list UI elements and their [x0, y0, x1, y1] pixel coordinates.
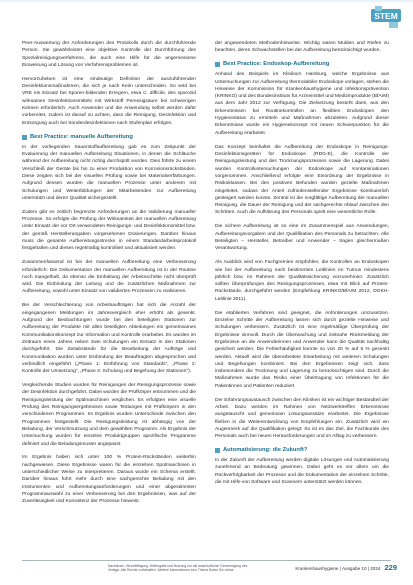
paragraph: Anhand des Beispiels im Klinikum Hamburg, welche Ergebnisse aus Untersuchungen zur Aufbereitung thermolabiler Endoskope vorlagen, stehen die Hinweise der Kommission für Krankenhaushygiene und Infektionsprävention (KRINKO) und des Bundesinstituts für Arzneimittel und Medizinprodukte (BfArM) aus dem Jahr 2012 zur Verfügung. Die Zielsetzung besteht darin, aus den Erkenntnissen bei Routinekontrollen an flexiblen Endoskopen den Hygienestatus zu ermitteln und Maßnahmen abzuleiten. Aufgrund dieser Erkenntnisse wurde ein Hygienekonzept mit neuen Schwerpunkten für die Aufbereitung erarbeitet.	[215, 72, 389, 136]
paragraph: Der Erfahrungsaustausch zwischen den Kliniken ist ein wichtiger Bestandteil der Arbeit. Dazu werden im Rahmen von Netzwerktreffen Erkenntnisse ausgetauscht und gemeinsam Lösungsansätze erarbeitet. Die Ergebnisse fließen in die Weiterentwicklung von Empfehlungen ein. Zusätzlich wird ein Augenmerk auf die Qualifikation gelegt: So ist es das Ziel, die Fachkunde des Personals auch bei neuen Herausforderungen und im Alltag zu verbessern.	[215, 397, 389, 440]
footer-rule	[22, 560, 391, 561]
footer-disclaimer: Nachdruck, Vervielfältigung, Weitergabe und Nutzung nur mit ausdrücklicher Genehmigung des Verlags. Alle Rechte vorbehalten. Weitere Informationen zum Thema finden Sie online.	[108, 564, 248, 573]
paragraph: Die sichere Aufbereitung ist so eine im Zusammenspiel aus Anwendungen, Aufbereitungsvorgaben und der Qualifikation des Personals zu betrachten. Alle Beteiligten – Hersteller, Betreiber und Anwender – tragen gleichermaßen Verantwortung.	[215, 224, 389, 252]
paragraph: Als Ausblick wird von Fachgremien empfohlen, die Kontrollen an Endoskopen wie bei der Aufbereitung nach bestimmten Leitlinien im Turnus mindestens jährlich bzw. im Rahmen der Qualitätssicherung vorzunehmen. Zusätzlich sollten Überprüfungen des Reinigungsprozesses, etwa mit Blick auf Protein-Rückstände, durchgeführt werden (Empfehlung KRINKO/BfArM 2012, DGKH-Leitlinie 2011).	[215, 260, 389, 302]
section-heading	[215, 447, 389, 454]
journal-name: Krankenhaushygiene | Ausgabe 10 | 2024	[295, 566, 381, 571]
paragraph: Hervorzuheben ist eine eindeutige Definition der auszuführenden Desinfektionsmaßnahmen, die sich je nach Keim unterscheiden. So wird bei VRE ein Einsatz bei Sporen-bildenden Erregern, etwa C. difficile, des sporozid wirksamen Desinfektionsmittels mit Wirkstoff Peressigsäure bei schwierigen Keimen erforderlich. Auch Anwender und die Anwendung selbst werden dafür vorbereitet, zudem ist darauf zu achten, dass die Reinigung, Desinfektion und Entsorgung auch bei Sonderdesinfektionen nach Stufenplan erfolgen.	[22, 76, 196, 126]
paragraph: In der Zukunft der Aufbereitung werden digitale Lösungen und Automatisierung zunehmend an Bedeutung gewinnen. Dabei geht es vor allem um die Rückverfolgbarkeit der Prozesse und die Dokumentation der einzelnen Schritte, die mit Hilfe von Software und Scannern unterstützt werden können.	[215, 458, 389, 486]
paragraph: Das Konzept beinhaltet die Aufbereitung der Endoskope in Reinigungs-Desinfektionsgeräten für Endoskope (RDG-E), die Kontrolle der Reinigungsleistung und des Trocknungsprozesses sowie die Lagerung. Dabei wurden Kontrolluntersuchungen der Endoskope auf Kontaminationen vorgenommen. Anschließend erfolgte eine Einordnung der Ergebnisse in Risikoklassen. Bei den positiven Befunden wurden gezielte Maßnahmen eingeleitet, sodass der Anteil zufriedenstellender Ergebnisse kontinuierlich gesteigert werden konnte. Zentral ist die sorgfältige Aufbereitung der manuellen Reinigung, die Dauer der Reinigung und der sachgerechte Ablauf zwischen den Schritten. Auch die Aufklärung des Personals spielt eine wesentliche Rolle.	[215, 144, 389, 216]
left-column	[22, 40, 196, 512]
right-column	[215, 40, 389, 493]
section-heading	[22, 134, 196, 141]
logo-text: STEM	[374, 11, 398, 21]
heading-square-icon	[22, 135, 27, 140]
heading-text: Best Practice: manuelle Aufbereitung	[30, 133, 133, 140]
footer-meta	[295, 563, 397, 572]
heading-text: Automatisierung: die Zukunft?	[223, 447, 308, 454]
paragraph: Bei der Verschlechterung von Arbeitsaufträgen hat sich die Anzahl der eingegangenen Meldungen im Jahresvergleich eher erhöht als gesenkt. Aufgrund der Beobachtungen wurde bei den beteiligten Stationen zur Aufbereitung der Produkte mit allen beteiligten Abteilungen ein gemeinsames Kommunikationskonzept zur Information und Kontrolle erarbeitet. Es wurden im Zeitraum eines Jahres neben zwei Schulungen ein Einsatz in den Stationen durchgeführt. Die Zeitabstände für die Bearbeitung der Aufträge und Kommunikation wurden unter Einbindung der Beauftragten abgesprochen und verbindlich eingeführt („Phase 1: Einführung von Standards“, „Phase 2: Kontrolle der Umsetzung“, „Phase 3: Schulung und Begehung der Stationen“).	[22, 303, 196, 375]
heading-square-icon	[215, 448, 220, 453]
paragraph: Vergleichende Studien wurden für Reinigungen der Reinigungsprozesse sowie der Desinfektion durchgeführt. Dabei wurden die Prüfkörper entnommen und die Reinigungsleistung der Spülmaschinen verglichen. Es erfolgten eine visuelle Prüfung des Reinigungsergebnisses sowie Testungen mit Prüfkörpern in den verschiedenen Programmen. Im Ergebnis wurden Unterschiede zwischen den Programmen festgestellt. Die Reinigungsleistung ist abhängig von der Beladung, der Verschmutzung und dem gewählten Programm. Als Ergebnis der Untersuchung wurden für einzelne Produktgruppen spezifische Programme definiert und die Beladungsmuster angepasst.	[22, 383, 196, 447]
paragraph: Die etablierten Verfahren sind geeignet, die Anforderungen umzusetzen. Einzelne Schritte der Aufbereitung lassen sich durch gezielte Hinweise und Schulungen verbessern. Zusätzlich ist eine regelmäßige Überprüfung der Ergebnisse sinnvoll. Durch die Überwachung und zeitnahe Rückmeldung der Ergebnisse an die Anwenderinnen und Anwender kann die Qualität nachhaltig gesichert werden. Die Fehlerhäufigkeit konnte so von 20 % auf 5 % gesenkt werden. Aktuell wird die überarbeitete Einarbeitung mit weiteren Schulungen und Begehungen kombiniert. Bei den Ergebnissen zeigt sich, dass insbesondere die Trocknung und Lagerung zu berücksichtigen sind. Durch die Maßnahmen wurde das Risiko einer Übertragung von Infektionen für die Patientinnen und Patienten reduziert.	[215, 310, 389, 389]
paragraph: In der vorliegenden Sauerstoffaufbereitung gab es zum Zeitpunkt der Evaluierung der manuellen Aufbereitung Situationen, in denen die Schläuche während der Aufbereitung nicht richtig durchspült wurden. Dies führte zu einem Verschleiß der Geräte bis hin zu einer Produktion von Korrosionsrückständen. Diese zeigten sich bei der visuellen Prüfung sowie bei Materialverfärbungen. Aufgrund dessen wurden die manuellen Prozesse unter anderem mit Schulungen und Weiterbildungen der Mitarbeitenden zur Aufbereitung unterstützt und deren Qualität sichergestellt.	[22, 144, 196, 201]
page-number: 229	[384, 563, 397, 572]
paragraph: Im Ergebnis haben sich unter 100 % Protein-Rückständen weiterhin nachgewiesen. Diese Ergebnisse waren für die einzelnen Spülmaschinen in unterschiedlicher Weise zu interpretieren. Daraus wurde ein Schema erstellt. Darüber hinaus führt mehr durch eine sachgerechte Beladung mit den Instrumenten und Aufbereitungsanforderungen und einer abgestimmten Programmauswahl zu einer Verbesserung bei den Ergebnissen, was auf der Zuverlässigkeit und Konsistenz der Prozesse hinweist.	[22, 455, 196, 505]
top-band	[0, 0, 413, 2]
paragraph: der angewendeten Methodenhinweise. Wichtig waren Mulden und Riefen zu beachten, deren Schwachstellen bei der Aufbereitung berücksichtigt wurden.	[215, 41, 389, 54]
paragraph: Peer-Auswertung der Anforderungen des Protokolls durch die durchführende Person. Sie gewährleistet eine objektive Kontrolle der Durchführung des Spezialreinigungsverfahrens, die auch eine Hilfe für die angemessene Einweisung und Lösung von Verfahrensproblemen ist.	[22, 41, 196, 68]
page-footer	[0, 560, 413, 585]
paragraph: Zusammenfassend ist bei der manuellen Aufbereitung eine Verbesserung erforderlich: Die Dokumentation der manuellen Aufbereitung ist in der Routine noch mangelhaft, da ebenso die Einhaltung der Arbeitsschritte nicht überprüft wird. Die Einbindung der Leitung und die zusätzlichen Maßnahmen zur Aufbereitung, sowohl unter Einsatz von validierten Prozessen zu realisieren.	[22, 260, 196, 295]
section-heading	[215, 61, 389, 68]
heading-square-icon	[215, 62, 220, 67]
stem-logo	[371, 6, 401, 30]
paragraph: Zudem gibt es zeitlich begrenzte Anforderungen an die Validierung manueller Prozesse. So erfolgte die Prüfung der Wirksamkeit der manuellen Aufbereitung unter Einsatz der vor Ort verwendeten Reinigungs- und Desinfektionsmittel bzw. der gemäß Herstellerangaben vorgesehenen Dosierungen. Darüber hinaus muss die gesamte Aufbereitungsstrecke in einem Standardarbeitsprotokoll festgehalten und dieses regelmäßig kontrolliert und aktualisiert werden.	[22, 209, 196, 252]
heading-text: Best Practice: Endoskop-Aufbereitung	[223, 61, 330, 68]
